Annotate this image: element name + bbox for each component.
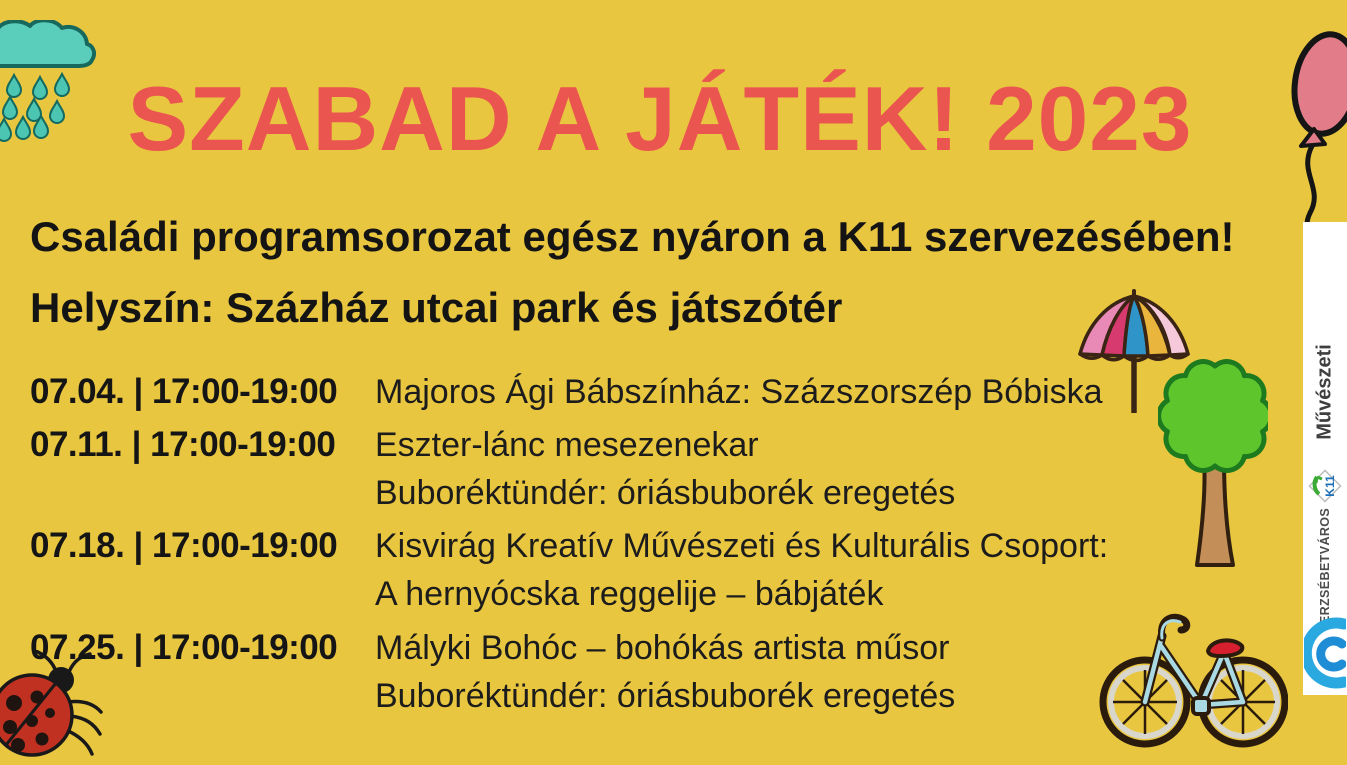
schedule-row: [30, 624, 955, 720]
poster-subtitle-line2: Helyszín: Százház utcai park és játszótér: [30, 284, 843, 331]
event-description: Eszter-lánc mesezenekar Buboréktündér: óriásbuborék eregetés: [375, 426, 956, 512]
tree-icon: [1158, 358, 1268, 570]
event-datetime: 07.04. | 17:00-19:00: [30, 372, 338, 411]
bicycle-icon: [1083, 606, 1288, 758]
schedule-row: [30, 522, 1108, 618]
sponsor-strip: [1303, 222, 1347, 695]
schedule-row: [30, 368, 1103, 416]
erzsebetvaros-logo: [1304, 612, 1346, 694]
k11-logo: [1307, 468, 1343, 504]
erzsebetvaros-label: ERZSÉBETVÁROS: [1318, 507, 1332, 625]
svg-text:K11: K11: [1323, 475, 1337, 497]
poster-subtitle-line1: Családi programsorozat egész nyáron a K11 szervezésében!: [30, 213, 1235, 260]
event-description: Mályki Bohóc – bohókás artista műsor Buboréktündér: óriásbuborék eregetés: [375, 629, 956, 715]
event-datetime: 07.18. | 17:00-19:00: [30, 526, 338, 565]
k11-muveszeti-label: Művészeti: [1313, 344, 1336, 440]
event-description: Kisvirág Kreatív Művészeti és Kulturális Csoport: A hernyócska reggelije – bábjáték: [375, 527, 1109, 613]
event-datetime: 07.11. | 17:00-19:00: [30, 425, 336, 464]
bike-seat: [1208, 640, 1242, 656]
event-description: Majoros Ági Bábszínház: Százszorszép Bóbiska: [375, 373, 1103, 411]
schedule-row: [30, 421, 955, 517]
poster-title: SZABAD A JÁTÉK! 2023: [127, 69, 1193, 170]
event-datetime: 07.25. | 17:00-19:00: [30, 628, 338, 667]
